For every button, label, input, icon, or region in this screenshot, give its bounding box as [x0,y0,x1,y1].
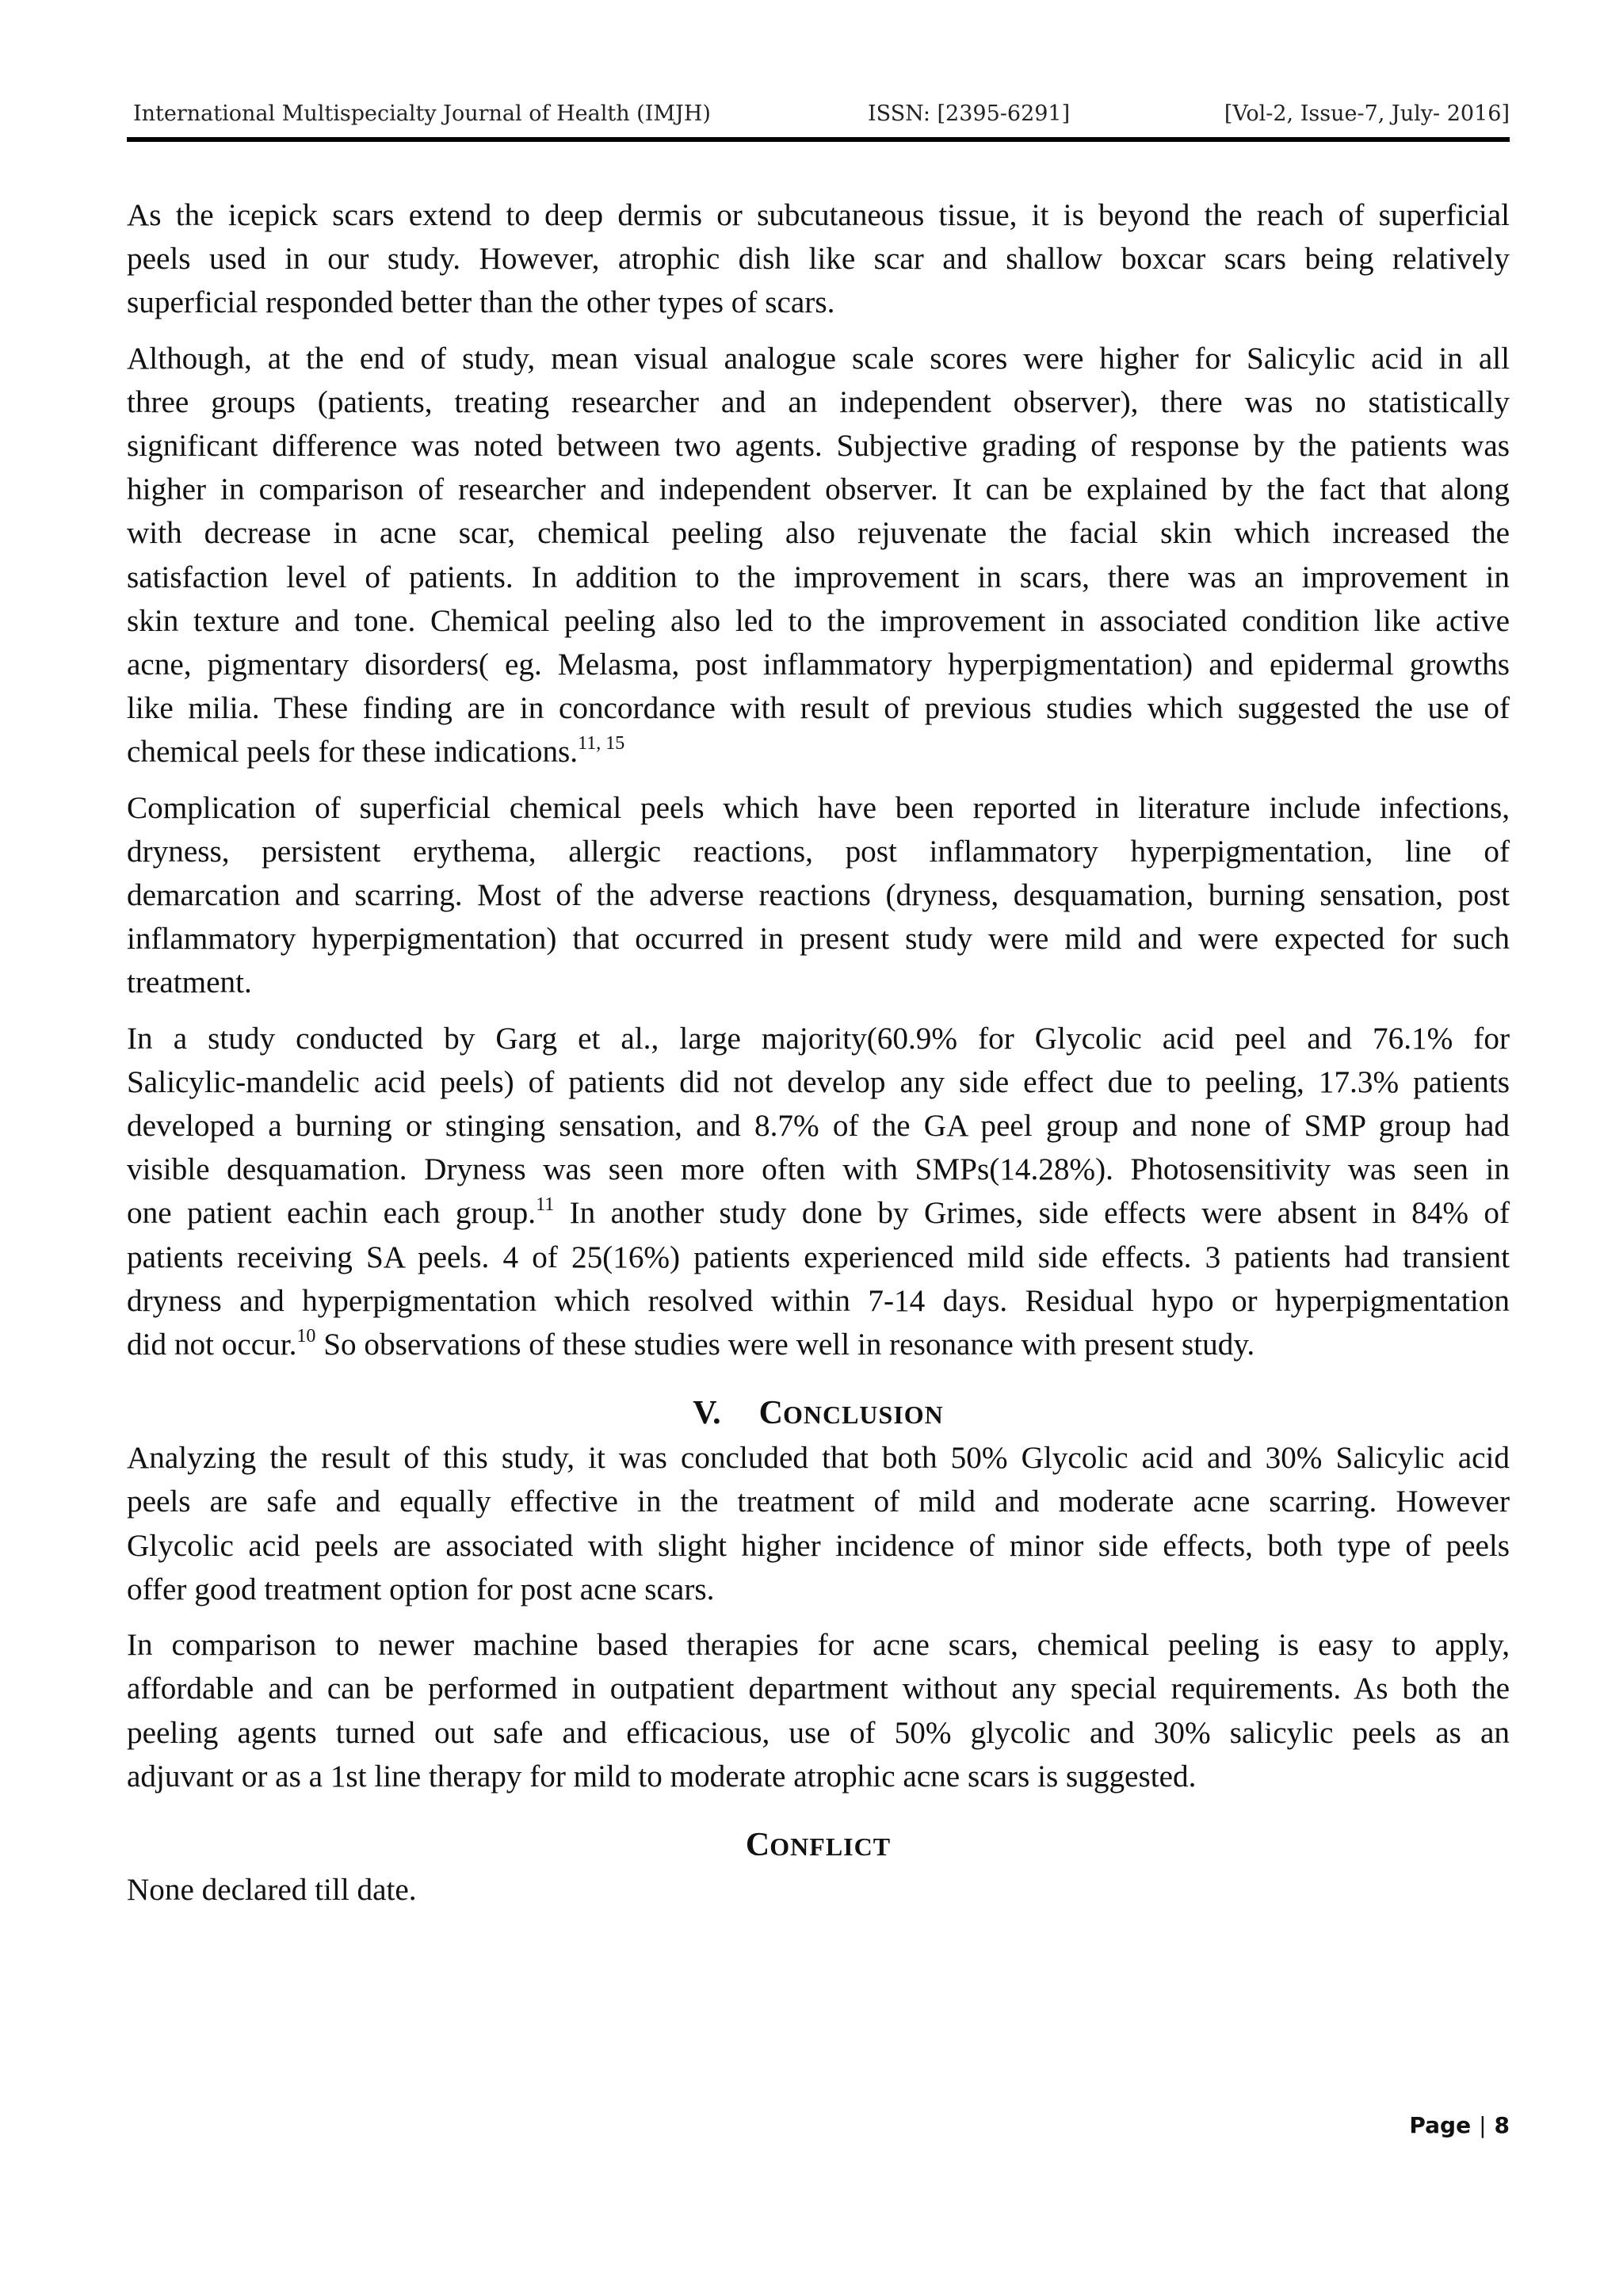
text-line: acne, pigmentary disorders( eg. Melasma, post inflammatory hyperpigmentation) and epidermal growths [127,648,1510,682]
text-line: offer good treatment option for post acne scars. [127,1572,715,1606]
text-line: peeling agents turned out safe and efficacious, use of 50% glycolic and 30% salicylic peels as an [127,1715,1510,1750]
text-line: Although, at the end of study, mean visual analogue scale scores were higher for Salicylic acid in all [127,341,1510,376]
paragraph-vas-scores [127,337,1510,774]
page-number: 8 [1494,2112,1510,2138]
text-line: developed a burning or stinging sensation, and 8.7% of the GA peel group and none of SMP group had [127,1109,1510,1144]
text-line: peels used in our study. However, atrophic dish like scar and shallow boxcar scars being relatively [127,242,1510,277]
text-line: Glycolic acid peels are associated with slight higher incidence of minor side effects, both type of peels [127,1528,1510,1563]
text-line: with decrease in acne scar, chemical peeling also rejuvenate the facial skin which increased the [127,516,1510,551]
text-run: In another study done by Grimes, side effects were absent in 84% of [554,1196,1510,1231]
text-line: peels are safe and equally effective in the treatment of mild and moderate acne scarring. However [127,1484,1510,1519]
page-separator: | [1479,2112,1487,2138]
text-run: did not occur. [127,1328,297,1362]
text-run: chemical peels for these indications. [127,735,579,770]
paragraph-complications [127,786,1510,1005]
paragraph-icepick-scars [127,193,1510,325]
text-line: None declared till date. [127,1872,417,1907]
text-line [127,1323,1510,1366]
text-line [127,730,1510,774]
journal-name: International Multispecialty Journal of Health (IMJH) [133,101,711,126]
text-line: affordable and can be performed in outpatient department without any special requirements. As both the [127,1671,1510,1706]
text-line: Complication of superficial chemical peels which have been reported in literature include infections, [127,790,1510,825]
article-body [127,193,1510,1924]
text-line: In comparison to newer machine based therapies for acne scars, chemical peeling is easy to apply, [127,1628,1510,1663]
header-rule [127,137,1510,142]
heading-rest: ONCLUSION [782,1400,944,1430]
paragraph-conclusion-1 [127,1436,1510,1611]
running-header [131,101,1510,133]
citation-superscript: 11, 15 [578,733,625,755]
text-line: like milia. These finding are in concordance with result of previous studies which suggested the use of [127,691,1510,726]
section-heading-conflict [127,1822,1510,1868]
text-line: In a study conducted by Garg et al., large majority(60.9% for Glycolic acid peel and 76.1% for [127,1021,1510,1056]
text-line: satisfaction level of patients. In addition to the improvement in scars, there was an improvement in [127,560,1510,594]
text-line: dryness, persistent erythema, allergic reactions, post inflammatory hyperpigmentation, line of [127,834,1510,869]
text-line [127,1191,1510,1235]
text-line: Analyzing the result of this study, it was concluded that both 50% Glycolic acid and 30% Salicylic acid [127,1441,1510,1476]
section-heading-conclusion [127,1390,1510,1436]
heading-initial: C [758,1395,783,1432]
paragraph-garg-study [127,1017,1510,1367]
text-run: So observations of these studies were well in resonance with present study. [315,1328,1255,1362]
paragraph-conflict [127,1868,1510,1912]
paragraph-conclusion-2 [127,1623,1510,1798]
citation-superscript: 10 [296,1326,316,1347]
text-line: visible desquamation. Dryness was seen more often with SMPs(14.28%). Photosensitivity was seen in [127,1152,1510,1187]
citation-superscript: 11 [536,1194,555,1216]
text-line: patients receiving SA peels. 4 of 25(16%) patients experienced mild side effects. 3 patients had transient [127,1240,1510,1274]
text-line: skin texture and tone. Chemical peeling also led to the improvement in associated condition like active [127,603,1510,638]
text-line: treatment. [127,965,252,1000]
text-line: superficial responded better than the other types of scars. [127,285,835,320]
text-line: As the icepick scars extend to deep dermis or subcutaneous tissue, it is beyond the reach of superficial [127,198,1510,232]
text-run: one patient eachin each group. [127,1196,537,1231]
issn: ISSN: [2395-6291] [868,101,1071,126]
page-footer [1409,2112,1510,2138]
heading-initial: C [745,1826,770,1863]
text-line: inflammatory hyperpigmentation) that occurred in present study were mild and were expected for such [127,922,1510,957]
volume-issue: [Vol-2, Issue-7, July- 2016] [1224,101,1510,126]
text-line: higher in comparison of researcher and independent observer. It can be explained by the fact that along [127,472,1510,507]
text-line: demarcation and scarring. Most of the adverse reactions (dryness, desquamation, burning sensation, post [127,878,1510,913]
section-numeral: V. [693,1395,721,1432]
text-line: three groups (patients, treating researcher and an independent observer), there was no statistically [127,384,1510,419]
text-line: dryness and hyperpigmentation which resolved within 7-14 days. Residual hypo or hyperpigmentation [127,1283,1510,1318]
text-line: significant difference was noted between two agents. Subjective grading of response by the patients was [127,429,1510,464]
page-label: Page [1409,2112,1472,2138]
heading-rest: ONFLICT [769,1832,892,1861]
text-line: Salicylic-mandelic acid peels) of patients did not develop any side effect due to peeling, 17.3% patients [127,1064,1510,1099]
text-line: adjuvant or as a 1st line therapy for mild to moderate atrophic acne scars is suggested. [127,1759,1197,1794]
